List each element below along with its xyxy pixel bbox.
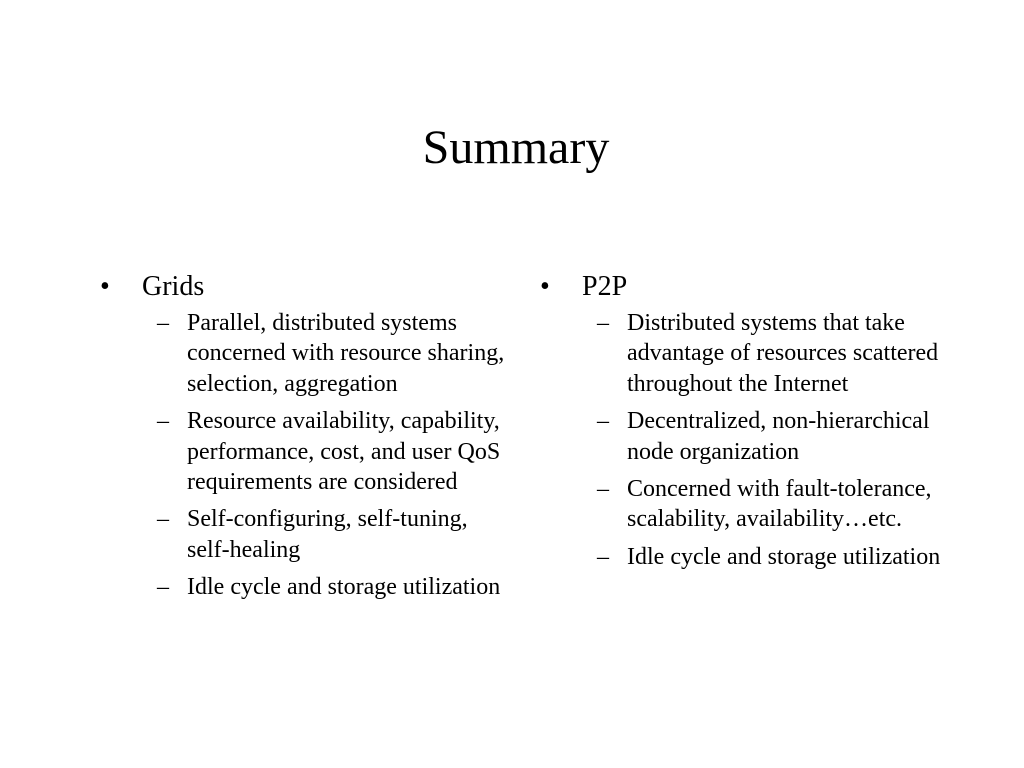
list-item: – Idle cycle and storage utilization bbox=[540, 542, 960, 572]
dash-icon: – bbox=[597, 476, 609, 503]
list-item: – Concerned with fault-tolerance, scalability, availability…etc. bbox=[597, 476, 932, 533]
grids-column bbox=[100, 270, 510, 610]
list-item: – Resource availability, capability, performance, cost, and user QoS requirements are considered bbox=[157, 408, 501, 496]
list-item: – Self-configuring, self-tuning, self-healing bbox=[157, 506, 468, 563]
dash-icon: – bbox=[157, 310, 169, 336]
list-item: – Distributed systems that take advantage of resources scattered throughout the Internet bbox=[597, 310, 939, 397]
p2p-sublist bbox=[540, 308, 960, 572]
bullet-icon: • bbox=[540, 271, 550, 302]
p2p-heading: P2P bbox=[582, 271, 628, 302]
grids-heading: Grids bbox=[142, 271, 205, 302]
grids-sublist bbox=[100, 308, 510, 603]
dash-icon: – bbox=[157, 574, 169, 601]
dash-icon: – bbox=[157, 408, 169, 435]
dash-icon: – bbox=[597, 310, 609, 336]
bullet-heading bbox=[100, 270, 510, 304]
bullet-icon: • bbox=[100, 271, 110, 302]
bullet-heading bbox=[540, 270, 960, 304]
list-item: – Idle cycle and storage utilization bbox=[100, 572, 510, 602]
dash-icon: – bbox=[597, 408, 609, 435]
list-item: – Parallel, distributed systems concerned with resource sharing, selection, aggregation bbox=[157, 310, 505, 397]
list-item: – Decentralized, non-hierarchical node organization bbox=[597, 408, 930, 465]
dash-icon: – bbox=[157, 506, 169, 533]
slide-title: Summary bbox=[422, 121, 610, 174]
dash-icon: – bbox=[597, 543, 609, 570]
p2p-column bbox=[540, 270, 960, 579]
